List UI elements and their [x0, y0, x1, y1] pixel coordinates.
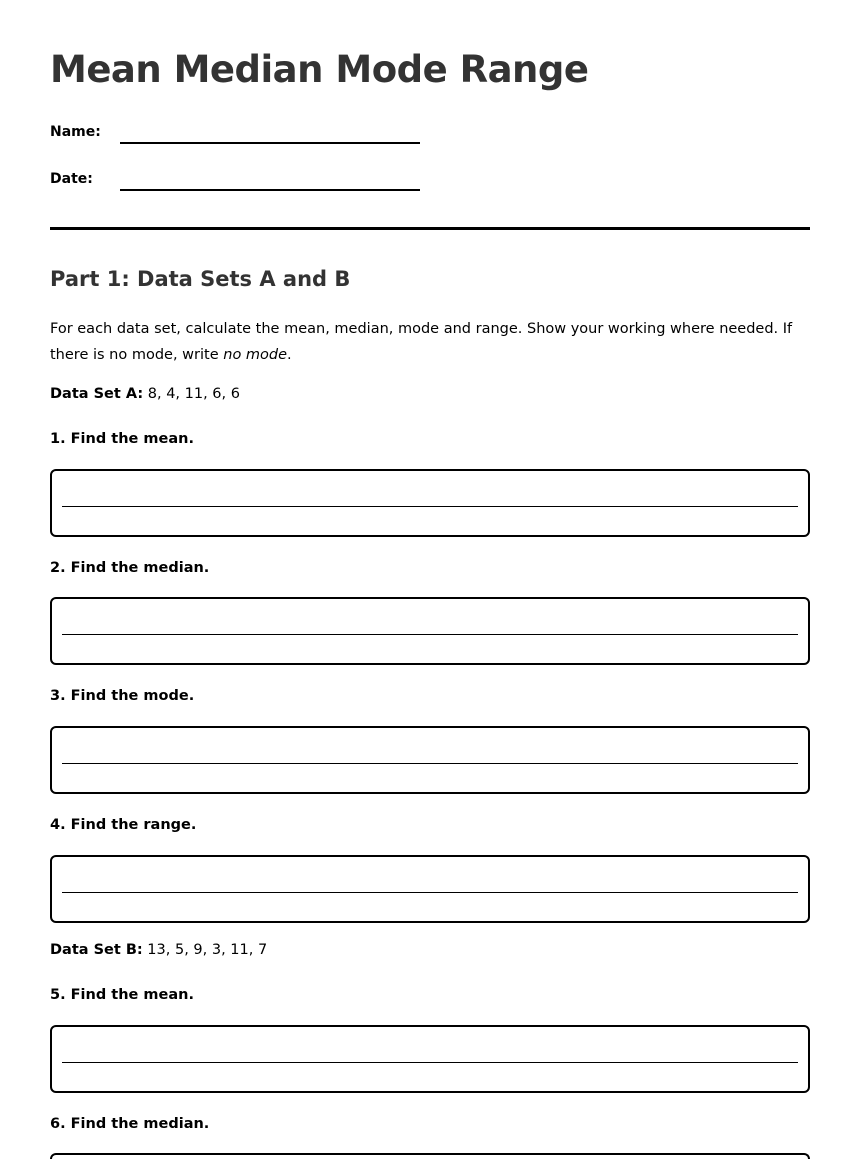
data-set-b-label: Data Set B:	[50, 942, 143, 958]
answer-box-4[interactable]	[50, 855, 810, 923]
answer-line	[62, 1062, 798, 1063]
date-field-row	[50, 165, 470, 195]
question-6: 6. Find the median.	[50, 1116, 210, 1132]
header-divider	[50, 227, 810, 230]
answer-box-6[interactable]	[50, 1153, 810, 1159]
question-2: 2. Find the median.	[50, 560, 210, 576]
data-set-a-values: 8, 4, 11, 6, 6	[143, 386, 240, 402]
worksheet-title: Mean Median Mode Range	[50, 48, 589, 91]
answer-line	[62, 763, 798, 764]
answer-line	[62, 634, 798, 635]
instructions-end: .	[287, 347, 292, 363]
instructions-text: For each data set, calculate the mean, median, mode and range. Show your working where needed. If there is no mode, write	[50, 321, 793, 363]
answer-box-5[interactable]	[50, 1025, 810, 1093]
question-4: 4. Find the range.	[50, 817, 197, 833]
date-label: Date:	[50, 171, 93, 187]
answer-line	[62, 892, 798, 893]
name-label: Name:	[50, 124, 101, 140]
data-set-b	[50, 942, 267, 958]
answer-box-2[interactable]	[50, 597, 810, 665]
data-set-a-label: Data Set A:	[50, 386, 144, 402]
question-1: 1. Find the mean.	[50, 431, 194, 447]
part-1-instructions	[50, 316, 810, 368]
part-1-heading: Part 1: Data Sets A and B	[50, 267, 351, 291]
question-5: 5. Find the mean.	[50, 987, 194, 1003]
answer-box-1[interactable]	[50, 469, 810, 537]
answer-box-3[interactable]	[50, 726, 810, 794]
data-set-a	[50, 386, 240, 402]
date-input-line[interactable]	[120, 189, 420, 191]
name-field-row	[50, 118, 470, 148]
name-input-line[interactable]	[120, 142, 420, 144]
question-3: 3. Find the mode.	[50, 688, 195, 704]
instructions-no-mode: no mode	[223, 347, 288, 363]
data-set-b-values: 13, 5, 9, 3, 11, 7	[142, 942, 268, 958]
answer-line	[62, 506, 798, 507]
